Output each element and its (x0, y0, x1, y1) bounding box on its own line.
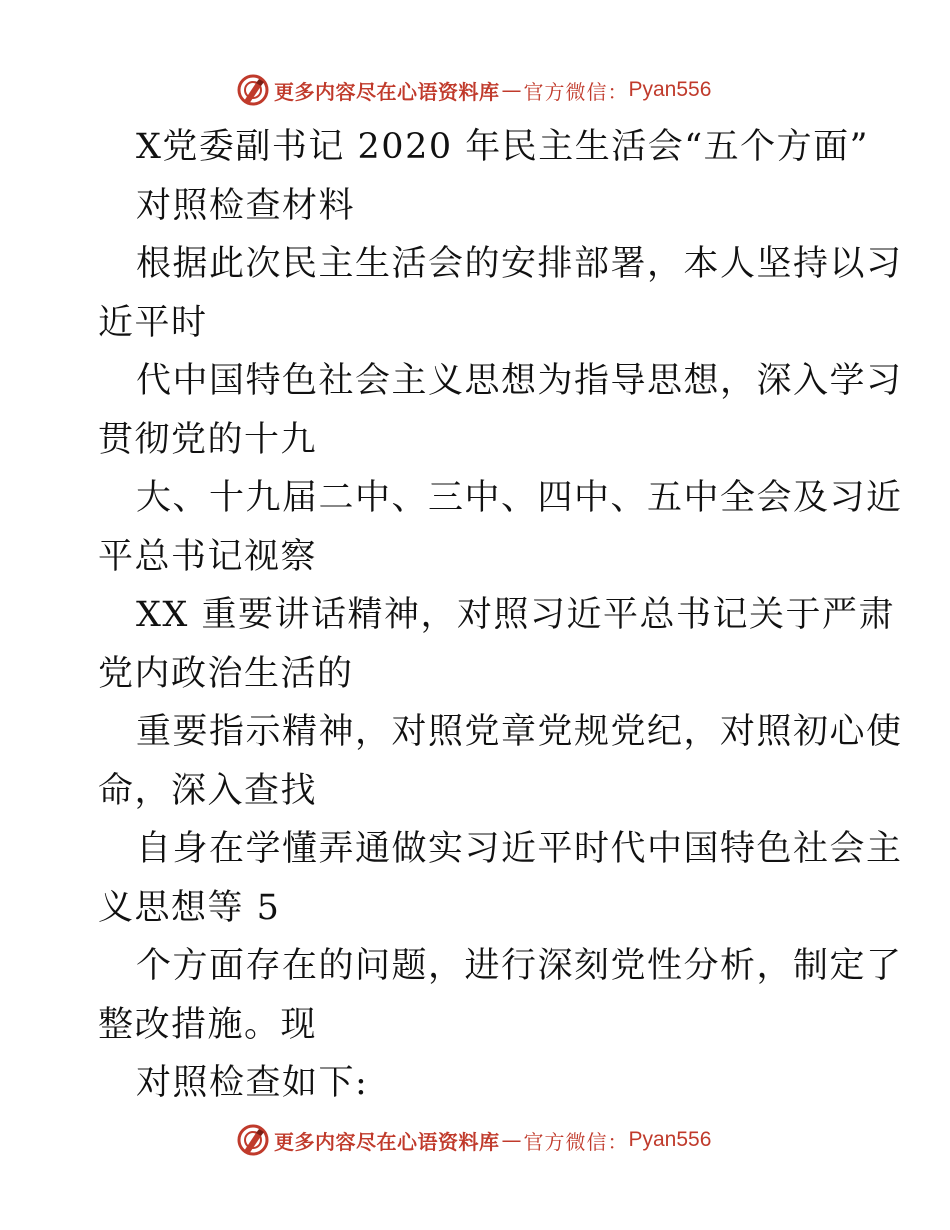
banner-wechat-id: Pyan556 (628, 78, 712, 101)
paragraph-line: 代中国特色社会主义思想为指导思想，深入学习 (136, 361, 903, 401)
paragraph-line: 根据此次民主生活会的安排部署，本人坚持以习 (136, 244, 903, 284)
paragraph-line: XX 重要讲话精神，对照习近平总书记关于严肃 (136, 595, 895, 635)
pen-logo-icon (236, 1123, 270, 1157)
paragraph-line: 整改措施。现 (98, 1004, 318, 1045)
paragraph-line: 贯彻党的十九 (98, 419, 318, 460)
banner-wechat-id: Pyan556 (628, 1128, 712, 1151)
pen-logo-icon (236, 73, 270, 107)
paragraph-line: 对照检查如下: (136, 1063, 369, 1103)
banner-sub-text: 官方微信： (523, 1129, 629, 1154)
paragraph-line: 近平时 (98, 302, 208, 343)
paragraph-line: 平总书记视察 (98, 536, 318, 577)
paragraph-line: 自身在学懂弄通做实习近平时代中国特色社会主 (136, 829, 903, 869)
banner-sub-text: 官方微信： (523, 79, 629, 104)
header-banner (236, 73, 711, 107)
banner-dash: — (501, 78, 522, 102)
banner-main-text: 更多内容尽在心语资料库 (274, 1129, 500, 1154)
banner-dash: — (501, 1128, 522, 1152)
paragraph-line: 义思想等 5 (98, 887, 281, 928)
document-title-line-2: 对照检查材料 (136, 185, 356, 226)
paragraph-line: 命，深入查找 (98, 770, 318, 811)
document-title-line-1: X党委副书记 2020 年民主生活会“五个方面” (136, 127, 870, 167)
paragraph-line: 个方面存在的问题，进行深刻党性分析，制定了 (136, 946, 903, 986)
document-body (98, 118, 903, 1113)
paragraph-line: 重要指示精神，对照党章党规党纪，对照初心使 (136, 712, 903, 752)
footer-banner (236, 1123, 711, 1157)
paragraph-line: 大、十九届二中、三中、四中、五中全会及习近 (136, 478, 903, 518)
paragraph-line: 党内政治生活的 (98, 653, 354, 694)
banner-main-text: 更多内容尽在心语资料库 (274, 79, 500, 104)
